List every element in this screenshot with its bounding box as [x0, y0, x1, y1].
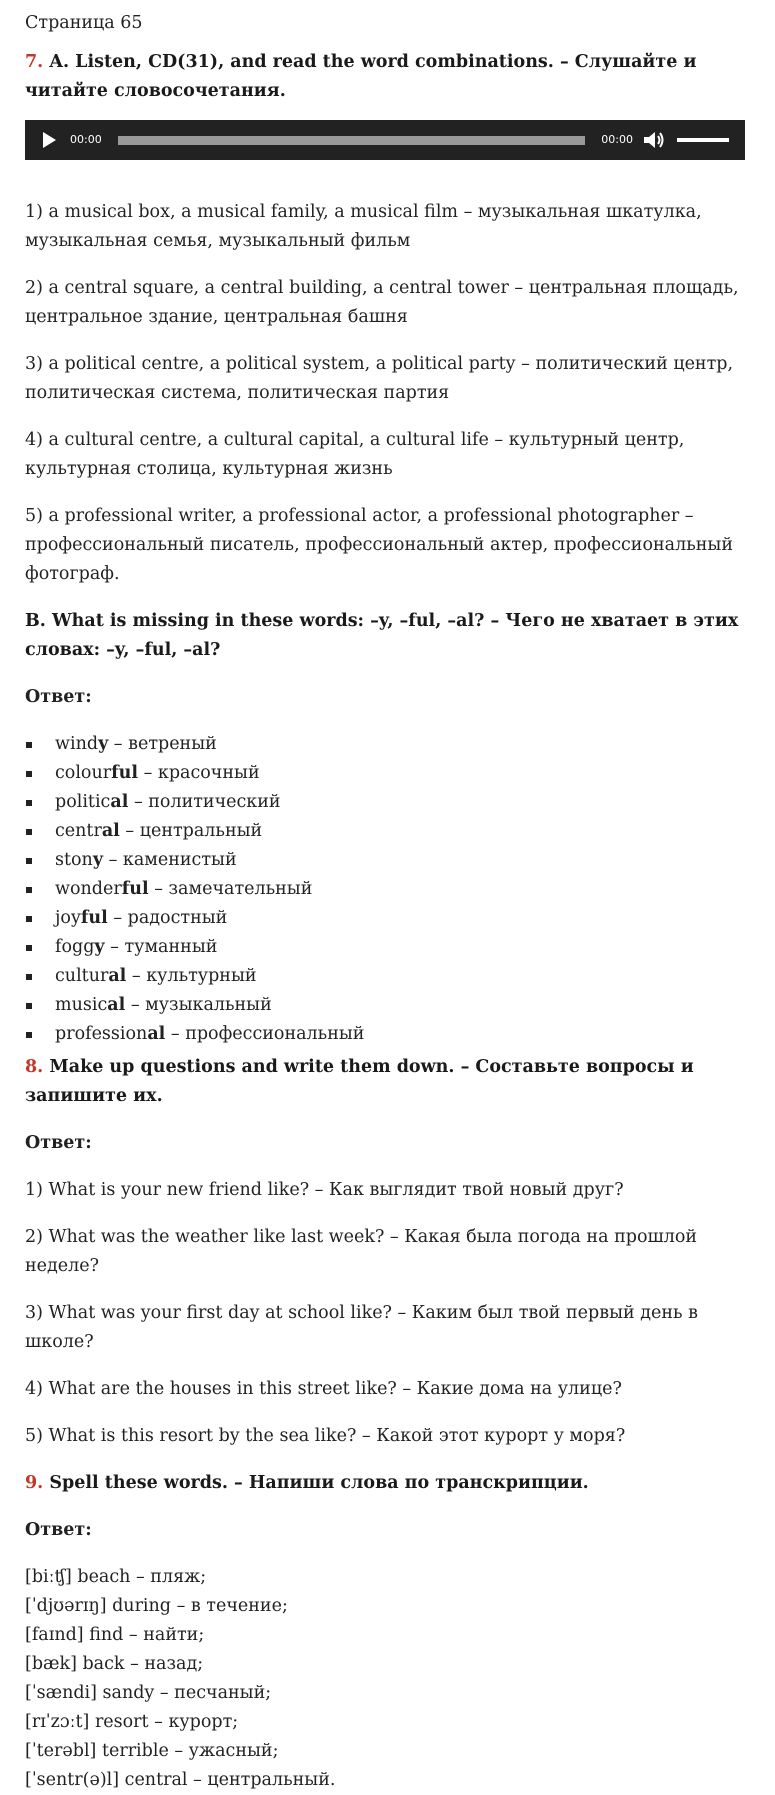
transcription-line: [ˈdjʊərɪŋ] during – в течение; — [25, 1596, 288, 1616]
suffix-word-list — [25, 730, 750, 1049]
list-item: 3) What was your first day at school like? – Каким был твой первый день в школе? — [25, 1303, 698, 1352]
word-translation: – каменистый — [103, 850, 237, 870]
volume-slider[interactable] — [677, 138, 729, 142]
word-suffix: al — [108, 966, 127, 986]
list-item: 1) a musical box, a musical family, a musical film – музыкальная шкатулка, музыкальная семья, музыкальный фильм — [25, 202, 702, 251]
suffix-word-item — [55, 962, 750, 991]
list-item: 2) a central square, a central building, a central tower – центральная площадь, центральное здание, центральная башня — [25, 278, 739, 327]
exercise-9-number: 9. — [25, 1473, 44, 1493]
exercise-7-number: 7. — [25, 52, 44, 72]
exercise-8-title: Make up questions and write them down. – Составьте вопросы и запишите их. — [25, 1057, 694, 1106]
word-suffix: y — [92, 850, 103, 870]
word-stem: politic — [55, 792, 111, 812]
word-stem: fogg — [55, 937, 95, 957]
word-stem: cultur — [55, 966, 109, 986]
word-stem: profession — [55, 1024, 148, 1044]
word-suffix: al — [147, 1024, 166, 1044]
list-item: 4) What are the houses in this street like? – Какие дома на улице? — [25, 1379, 622, 1399]
transcription-line: [bæk] back – назад; — [25, 1654, 204, 1674]
exercise-9-answer-label: Ответ: — [25, 1520, 92, 1540]
word-translation: – красочный — [138, 763, 260, 783]
transcription-list — [25, 1563, 750, 1795]
list-item: 5) a professional writer, a professional actor, a professional photographer – профессиональный писатель, профессиональный актер, профессиональный фотограф. — [25, 506, 733, 584]
transcription-line: [biːʧ] beach – пляж; — [25, 1567, 207, 1587]
volume-icon[interactable] — [643, 131, 665, 149]
list-item: 5) What is this resort by the sea like? – Какой этот курорт у моря? — [25, 1426, 626, 1446]
exercise-7b-answer-label: Ответ: — [25, 687, 92, 707]
suffix-word-item — [55, 1020, 750, 1049]
word-translation: – культурный — [126, 966, 257, 986]
word-suffix: al — [101, 821, 120, 841]
word-suffix: ful — [121, 879, 149, 899]
duration-time: 00:00 — [601, 133, 633, 146]
exercise-9-heading — [25, 1469, 750, 1498]
exercise-9-title: Spell these words. – Напиши слова по транскрипции. — [49, 1473, 589, 1493]
exercise-7-items — [25, 198, 750, 589]
exercise-7b-heading: B. What is missing in these words: –y, –ful, –al? – Чего не хватает в этих словах: –y, –ful, –al? — [25, 611, 739, 660]
word-suffix: y — [94, 937, 105, 957]
suffix-word-item — [55, 759, 750, 788]
suffix-word-item — [55, 991, 750, 1020]
play-icon[interactable] — [43, 132, 56, 148]
word-suffix: ful — [80, 908, 108, 928]
word-stem: wonder — [55, 879, 122, 899]
transcription-line: [rɪˈzɔːt] resort – курорт; — [25, 1712, 239, 1732]
transcription-line: [ˈsændi] sandy – песчаный; — [25, 1683, 272, 1703]
page-label: Страница 65 — [25, 13, 143, 33]
word-translation: – музыкальный — [125, 995, 272, 1015]
word-translation: – политический — [128, 792, 281, 812]
exercise-8-heading — [25, 1053, 750, 1111]
progress-bar[interactable] — [118, 136, 586, 145]
exercise-8-number: 8. — [25, 1057, 44, 1077]
word-stem: colour — [55, 763, 112, 783]
list-item: 3) a political centre, a political system, a political party – политический центр, политическая система, политическая партия — [25, 354, 734, 403]
word-translation: – центральный — [119, 821, 263, 841]
list-item: 1) What is your new friend like? – Как выглядит твой новый друг? — [25, 1180, 624, 1200]
word-stem: music — [55, 995, 108, 1015]
word-suffix: al — [107, 995, 126, 1015]
transcription-line: [faɪnd] find – найти; — [25, 1625, 205, 1645]
suffix-word-item — [55, 933, 750, 962]
exercise-7-title: A. Listen, CD(31), and read the word combinations. – Слушайте и читайте словосочетания. — [25, 52, 697, 101]
word-stem: centr — [55, 821, 102, 841]
word-translation: – радостный — [107, 908, 228, 928]
word-stem: ston — [55, 850, 93, 870]
transcription-line: [ˈsentr(ə)l] central – центральный. — [25, 1770, 336, 1790]
transcription-line: [ˈterəbl] terrible – ужасный; — [25, 1741, 279, 1761]
word-translation: – замечательный — [148, 879, 313, 899]
current-time: 00:00 — [70, 133, 102, 146]
list-item: 4) a cultural centre, a cultural capital, a cultural life – культурный центр, культурная столица, культурная жизнь — [25, 430, 685, 479]
word-translation: – ветреный — [108, 734, 217, 754]
exercise-8-answer-label: Ответ: — [25, 1133, 92, 1153]
word-suffix: ful — [111, 763, 139, 783]
suffix-word-item — [55, 730, 750, 759]
word-stem: wind — [55, 734, 99, 754]
word-translation: – туманный — [104, 937, 218, 957]
suffix-word-item — [55, 846, 750, 875]
word-translation: – профессиональный — [165, 1024, 365, 1044]
list-item: 2) What was the weather like last week? – Какая была погода на прошлой неделе? — [25, 1227, 698, 1276]
suffix-word-item — [55, 788, 750, 817]
suffix-word-item — [55, 904, 750, 933]
suffix-word-item — [55, 817, 750, 846]
word-stem: joy — [55, 908, 81, 928]
exercise-8-items — [25, 1176, 750, 1451]
word-suffix: y — [98, 734, 109, 754]
exercise-7-heading — [25, 48, 750, 106]
word-suffix: al — [110, 792, 129, 812]
suffix-word-item — [55, 875, 750, 904]
audio-player — [25, 120, 745, 160]
